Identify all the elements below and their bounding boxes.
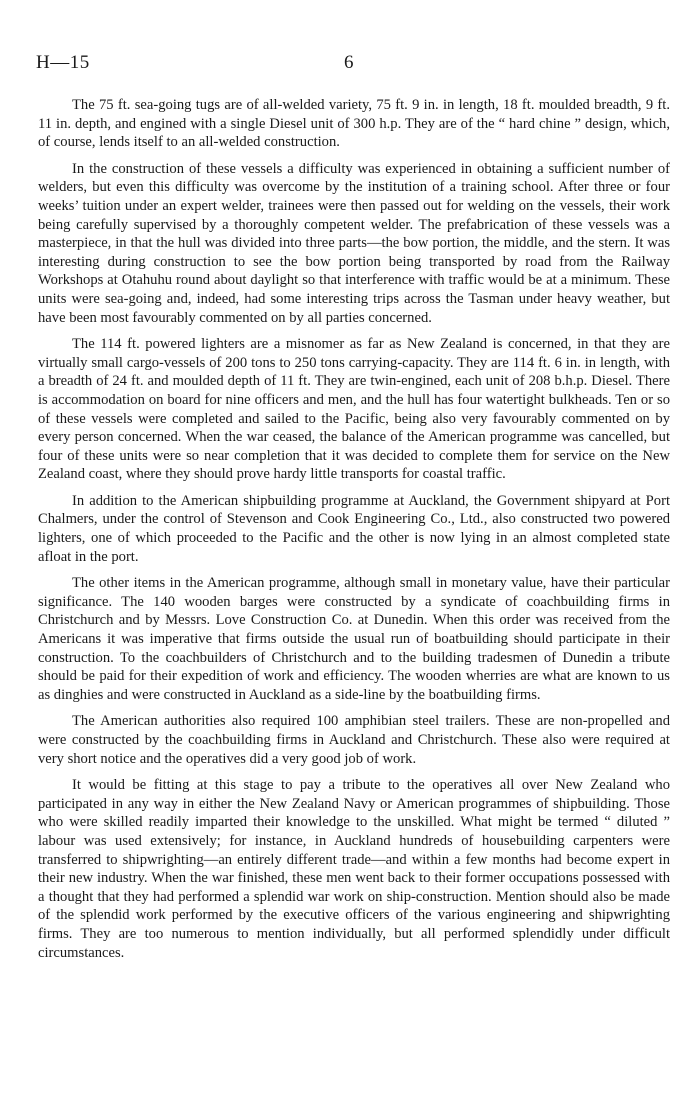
paragraph-amphibian-trailers: The American authorities also required 100 amphibian steel trailers. These are non-propelled and were constructed by the coachbuilding firms in Auckland and Christchurch. These also were required at very short notice and the operatives did a very good job of work. xyxy=(38,713,670,767)
paragraph-welders: In the construction of these vessels a difficulty was experienced in obtaining a sufficient number of welders, but even this difficulty was overcome by the institution of a training school. After three or four weeks’ tuition under an expert welder, trainees were then passed out for welding on the vessels, their work being carefully supervised by a thoroughly competent welder. The prefabrication of these vessels was a masterpiece, in that the hull was divided into three parts—the bow portion, the middle, and the stern. It was interesting during construction to see the bow portion being transported by road from the Railway Workshops at Otahuhu round about daylight so that interference with traffic would be at a minimum. These units were sea-going and, indeed, had some interesting trips across the Tasman under heavy weather, but have been most favourably commented on by all parties concerned. xyxy=(38,160,670,326)
paragraph-tugs: The 75 ft. sea-going tugs are of all-welded variety, 75 ft. 9 in. in length, 18 ft. moulded breadth, 9 ft. 11 in. depth, and engined with a single Diesel unit of 300 h.p. They are of the “ hard chine ” design, which, of course, lends itself to an all-welded construction. xyxy=(38,97,670,151)
paragraph-port-chalmers: In addition to the American shipbuilding programme at Auckland, the Government shipyard at Port Chalmers, under the control of Stevenson and Cook Engineering Co., Ltd., also constructed two powered lighters, one of which proceeded to the Pacific and the other is now lying in an almost completed state afloat in the port. xyxy=(38,492,670,565)
paragraph-other-items: The other items in the American programme, although small in monetary value, have their particular significance. The 140 wooden barges were constructed by a syndicate of coachbuilding firms in Christchurch and by Messrs. Love Construction Co. at Dunedin. When this order was received from the Americans it was imperative that firms outside the usual run of boatbuilding should participate in their construction. To the coachbuilders of Christchurch and to the building tradesmen of Dunedin a tribute should be paid for their expedition of work and efficiency. The wooden wherries are what are known to us as dinghies and were constructed in Auckland as a side-line by the boatbuilding firms. xyxy=(38,575,670,703)
page-number: 6 xyxy=(344,52,354,73)
document-reference: H—15 xyxy=(36,52,90,73)
paragraph-powered-lighters: The 114 ft. powered lighters are a misnomer as far as New Zealand is concerned, in that they are virtually small cargo-vessels of 200 tons to 250 tons carrying-capacity. They are 114 ft. 6 in. in length, with a breadth of 24 ft. and moulded depth of 11 ft. They are twin-engined, each unit of 208 b.h.p. Diesel. There is accommodation on board for nine officers and men, and the hull has four watertight bulkheads. Ten or so of these vessels were completed and sailed to the Pacific, being also very favourably commented on by every person concerned. When the war ceased, the balance of the American programme was cancelled, but four of these units were so near completion that it was decided to complete them for service on the New Zealand coast, where they should prove hardy little transports for coastal traffic. xyxy=(38,336,670,483)
body-text xyxy=(38,96,670,970)
paragraph-tribute-operatives: It would be fitting at this stage to pay a tribute to the operatives all over New Zealand who participated in any way in either the New Zealand Navy or American programmes of shipbuilding. Those who were skilled readily imparted their knowledge to the unskilled. What might be termed “ diluted ” labour was used extensively; for instance, in Auckland hundreds of housebuilding carpenters were transferred to shipwrighting—an entirely different trade—and within a few months had become expert in their new industry. When the war finished, these men went back to their former occupations possessed with a thought that they had performed a splendid war work on ship-construction. Mention should also be made of the splendid work performed by the executive officers of the various engineering and shipwrighting firms. They are too numerous to mention individually, but all performed splendidly under difficult circumstances. xyxy=(38,777,670,961)
page-header xyxy=(36,52,686,76)
